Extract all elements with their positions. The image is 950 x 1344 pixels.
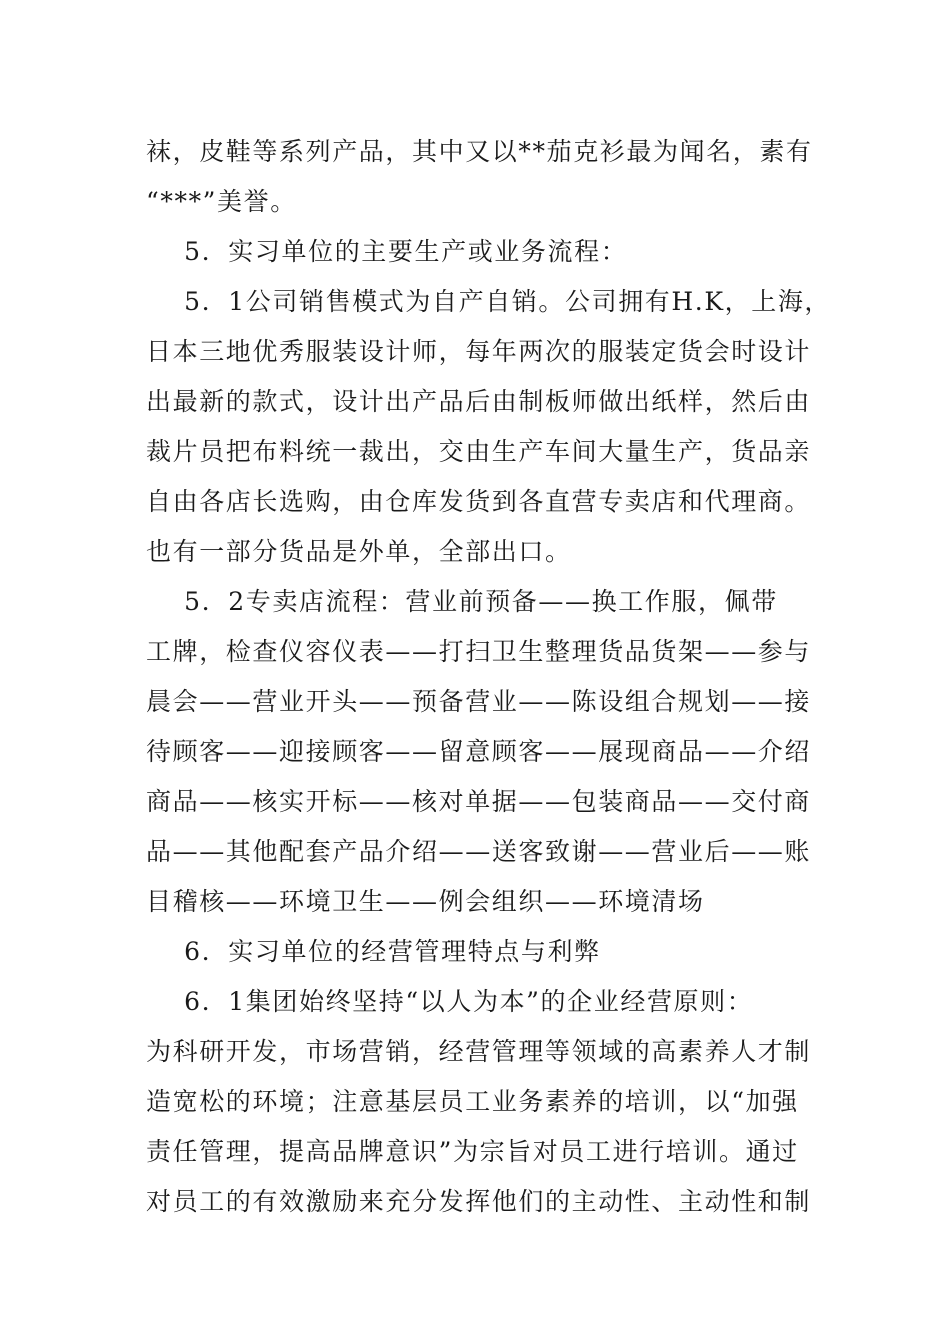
text-line: 晨会——营业开头——预备营业——陈设组合规划——接 xyxy=(146,687,812,716)
text-line: 裁片员把布料统一裁出，交由生产车间大量生产，货品亲 xyxy=(146,437,812,466)
text-line: 5．1公司销售模式为自产自销。公司拥有H.K，上海， xyxy=(146,287,832,316)
text-line: 6．1集团始终坚持“以人为本”的企业经营原则： xyxy=(146,987,754,1016)
text-line: 待顾客——迎接顾客——留意顾客——展现商品——介绍 xyxy=(146,737,812,766)
document-body xyxy=(146,127,832,1227)
text-line: 也有一部分货品是外单，全部出口。 xyxy=(146,537,572,566)
text-line: 品——其他配套产品介绍——送客致谢——营业后——账 xyxy=(146,837,812,866)
text-line: 自由各店长选购，由仓库发货到各直营专卖店和代理商。 xyxy=(146,487,812,516)
section-heading: 6．实习单位的经营管理特点与利弊 xyxy=(146,937,601,966)
text-line: 日本三地优秀服装设计师，每年两次的服装定货会时设计 xyxy=(146,337,812,366)
text-line: 商品——核实开标——核对单据——包装商品——交付商 xyxy=(146,787,812,816)
text-line: 责任管理，提高品牌意识”为宗旨对员工进行培训。通过 xyxy=(146,1137,799,1166)
text-line: 为科研开发，市场营销，经营管理等领域的高素养人才制 xyxy=(146,1037,812,1066)
text-line: “***”美誉。 xyxy=(146,187,297,216)
text-line: 目稽核——环境卫生——例会组织——环境清场 xyxy=(146,887,705,916)
text-line: 出最新的款式，设计出产品后由制板师做出纸样，然后由 xyxy=(146,387,812,416)
text-line: 造宽松的环境；注意基层员工业务素养的培训，以“加强 xyxy=(146,1087,799,1116)
section-heading: 5．实习单位的主要生产或业务流程： xyxy=(146,237,628,266)
text-line: 工牌，检查仪容仪表——打扫卫生整理货品货架——参与 xyxy=(146,637,812,666)
text-line: 袜，皮鞋等系列产品，其中又以**茄克衫最为闻名，素有 xyxy=(146,137,813,166)
text-line: 对员工的有效激励来充分发挥他们的主动性、主动性和制 xyxy=(146,1187,812,1216)
text-line: 5．2专卖店流程：营业前预备——换工作服，佩带 xyxy=(146,587,778,616)
